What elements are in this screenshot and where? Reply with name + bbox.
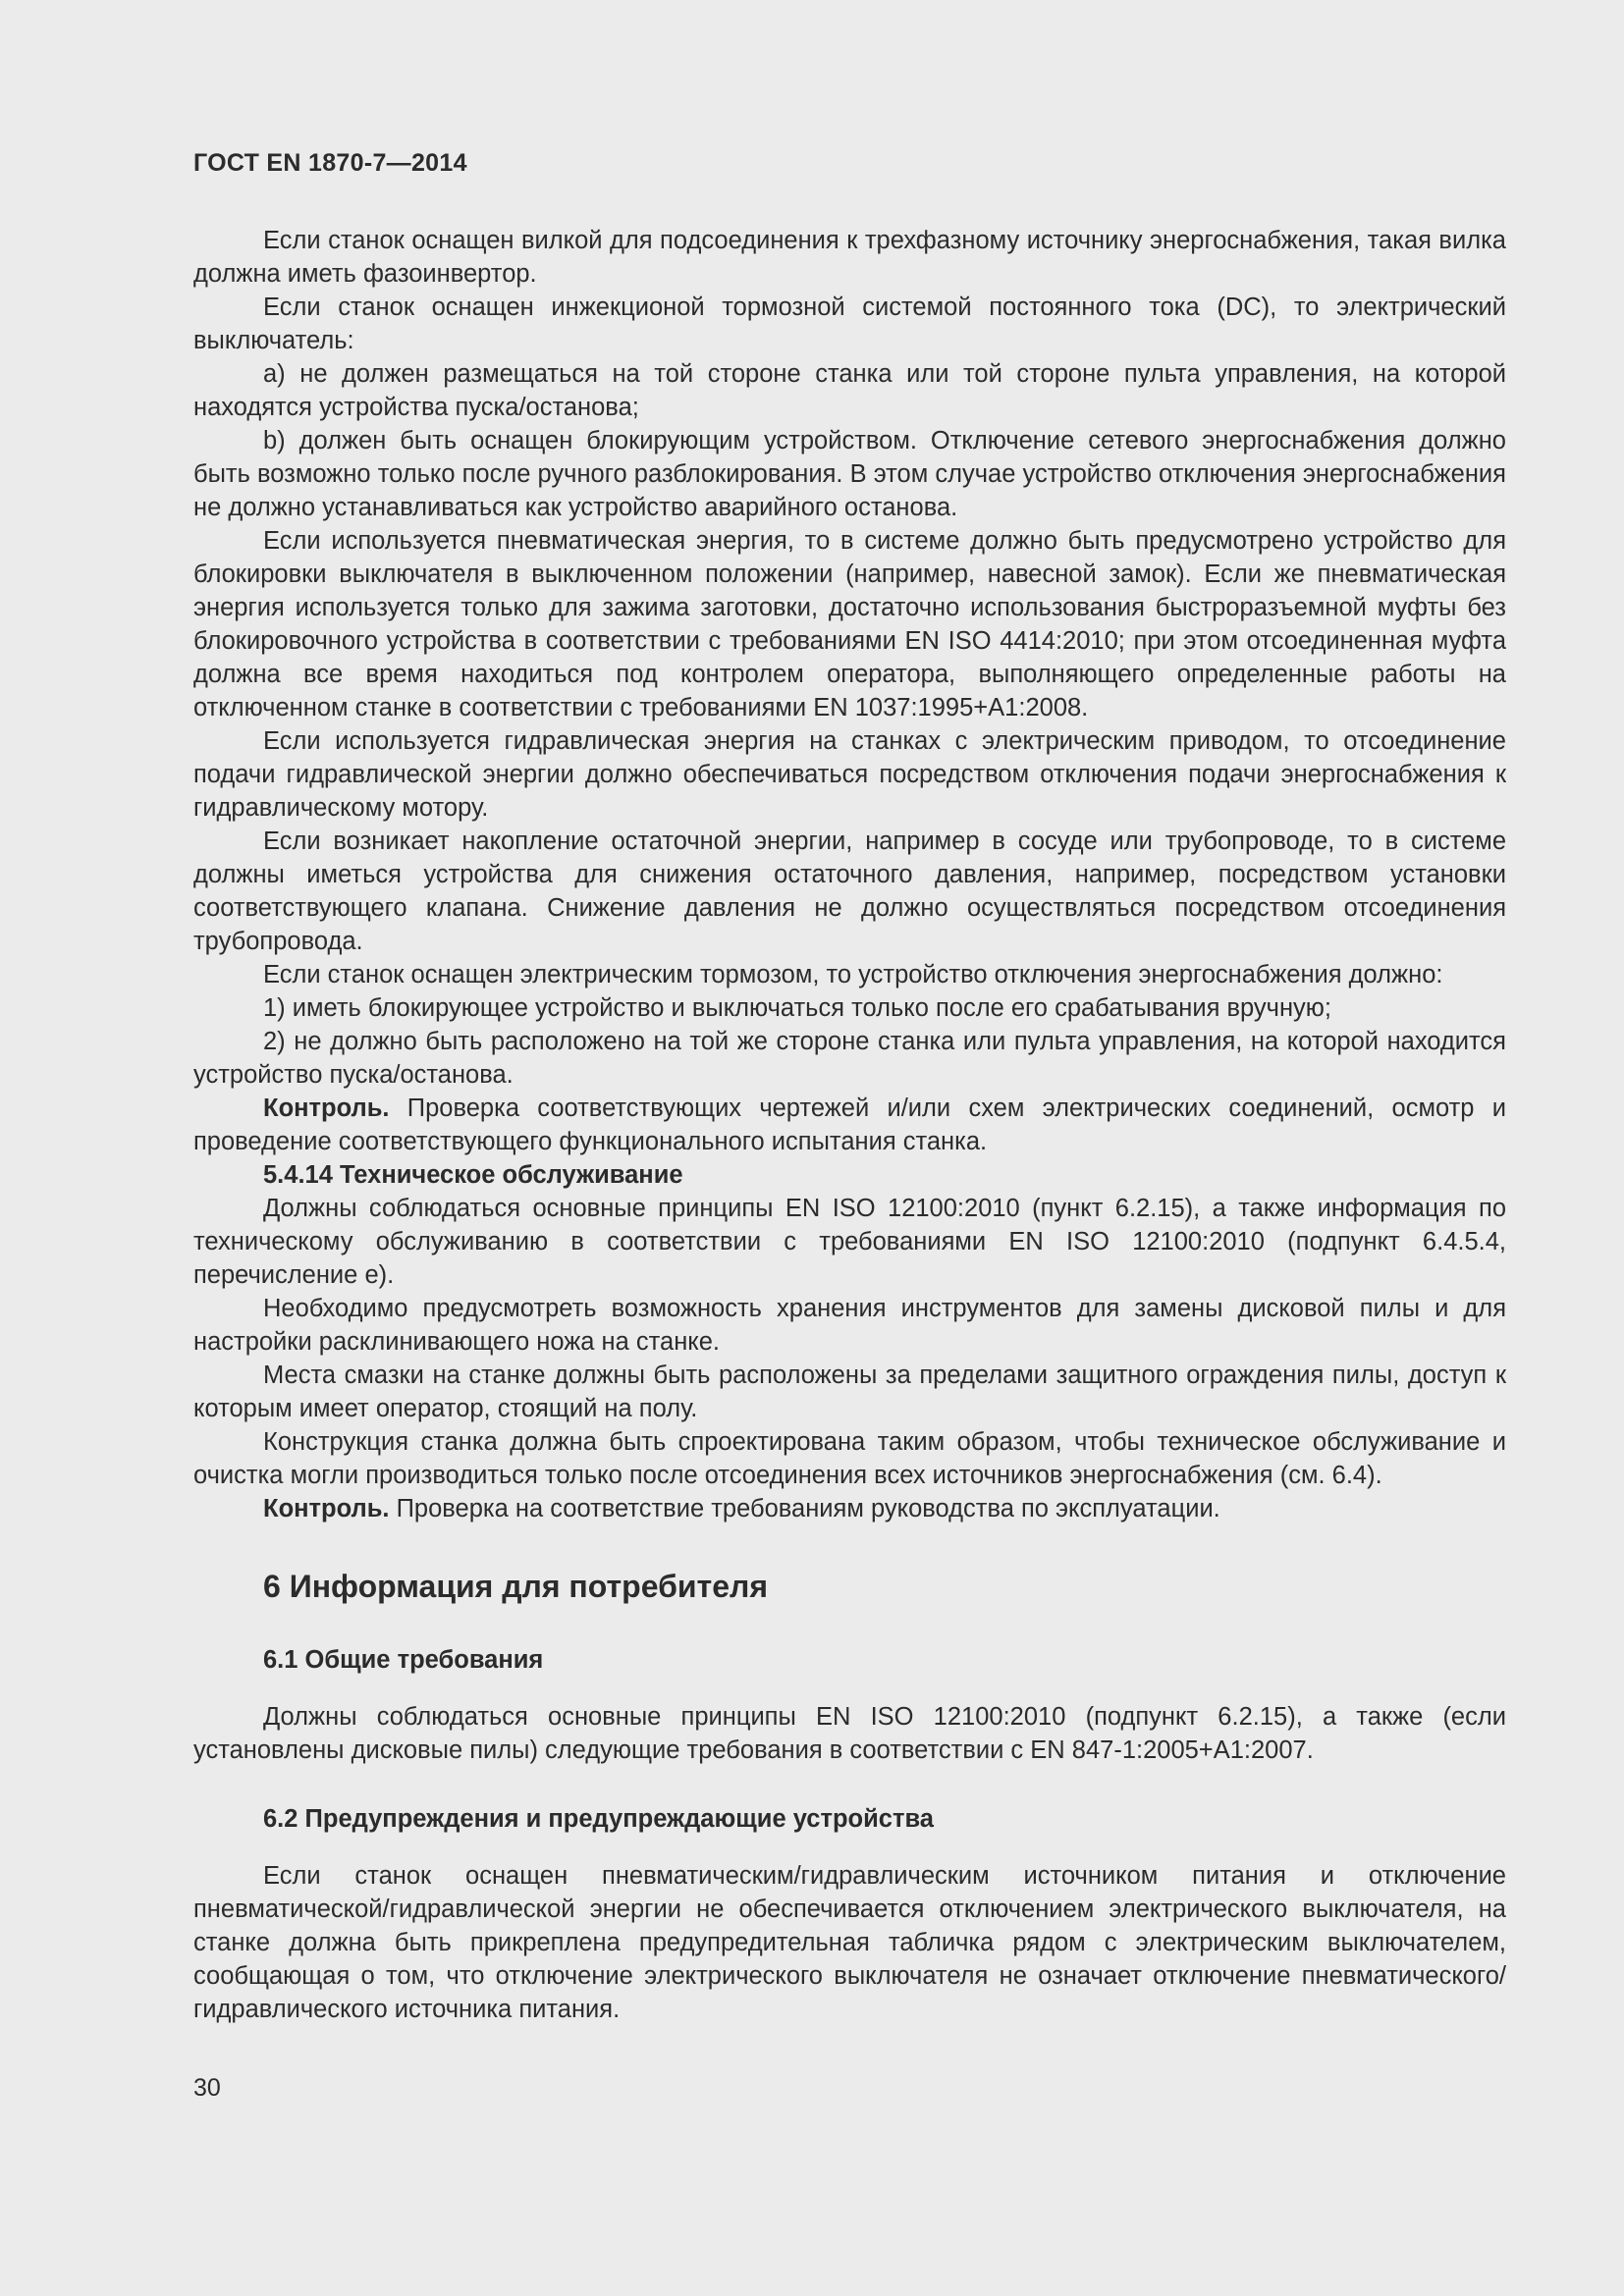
paragraph: Если используется гидравлическая энергия на станках с электрическим приводом, то отсоединение подачи гидравлической энергии должно обеспечиваться посредством отключения подачи энергоснабжения к гидравлическому мотору. <box>193 727 1506 822</box>
control-paragraph <box>193 1492 1506 1525</box>
paragraph: Если станок оснащен вилкой для подсоединения к трехфазному источнику энергоснабжения, такая вилка должна иметь фазоинвертор. <box>193 227 1506 288</box>
list-item: 2) не должно быть расположено на той же стороне станка или пульта управления, на которой находится устройство пуска/останова. <box>193 1028 1506 1089</box>
page-body <box>193 224 1506 2026</box>
control-label: Контроль. <box>263 1495 390 1522</box>
paragraph: Если станок оснащен инжекционой тормозной системой постоянного тока (DC), то электрический выключатель: <box>193 294 1506 354</box>
list-item: b) должен быть оснащен блокирующим устройством. Отключение сетевого энергоснабжения должно быть возможно только после ручного разблокирования. В этом случае устройство отключения энергоснабжения не должно устанавливаться как устройство аварийного останова. <box>193 427 1506 521</box>
paragraph: Если используется пневматическая энергия, то в системе должно быть предусмотрено устройство для блокировки выключателя в выключенном положении (например, навесной замок). Если же пневматическая энергия используется только для зажима заготовки, достаточно использования быстроразъемной муфты без блокировочного устройства в соответствии с требованиями EN ISO 4414:2010; при этом отсоединенная муфта должна все время находиться под контролем оператора, выполняющего определенные работы на отключенном станке в соответствии с требованиями EN 1037:1995+A1:2008. <box>193 527 1506 721</box>
paragraph: Если станок оснащен пневматическим/гидравлическим источником питания и отключение пневматической/гидравлической энергии не обеспечивается отключением электрического выключателя, на станке должна быть прикреплена предупредительная табличка рядом с электрическим выключателем, сообщающая о том, что отключение электрического выключателя не означает отключение пневматического/гидравлического источника питания. <box>193 1862 1506 2023</box>
list-item: а) не должен размещаться на той стороне станка или той стороне пульта управления, на которой находятся устройства пуска/останова; <box>193 360 1506 421</box>
subsection-heading: 6.1 Общие требования <box>263 1646 544 1674</box>
list-item: 1) иметь блокирующее устройство и выключаться только после его срабатывания вручную; <box>263 994 1332 1022</box>
paragraph: Места смазки на станке должны быть расположены за пределами защитного ограждения пилы, доступ к которым имеет оператор, стоящий на полу. <box>193 1362 1506 1422</box>
paragraph: Необходимо предусмотреть возможность хранения инструментов для замены дисковой пилы и для настройки расклинивающего ножа на станке. <box>193 1295 1506 1356</box>
paragraph: Должны соблюдаться основные принципы EN ISO 12100:2010 (подпункт 6.2.15), а также (если установлены дисковые пилы) следующие требования в соответствии с EN 847-1:2005+A1:2007. <box>193 1703 1506 1764</box>
paragraph: Должны соблюдаться основные принципы EN ISO 12100:2010 (пункт 6.2.15), а также информация по техническому обслуживанию в соответствии с требованиями EN ISO 12100:2010 (подпункт 6.4.5.4, перечисление е). <box>193 1195 1506 1289</box>
control-paragraph <box>193 1092 1506 1158</box>
paragraph: Если возникает накопление остаточной энергии, например в сосуде или трубопроводе, то в системе должны иметься устройства для снижения остаточного давления, например, посредством установки соответствующего клапана. Снижение давления не должно осуществляться посредством отсоединения трубопровода. <box>193 828 1506 955</box>
paragraph: Если станок оснащен электрическим тормозом, то устройство отключения энергоснабжения должно: <box>263 961 1443 988</box>
subsection-heading: 5.4.14 Техническое обслуживание <box>263 1161 683 1189</box>
subsection-heading: 6.2 Предупреждения и предупреждающие устройства <box>263 1805 934 1833</box>
page-number: 30 <box>193 2074 221 2102</box>
control-text: Проверка на соответствие требованиям руководства по эксплуатации. <box>389 1495 1220 1522</box>
standard-header: ГОСТ EN 1870-7—2014 <box>193 149 467 177</box>
control-text: Проверка соответствующих чертежей и/или схем электрических соединений, осмотр и проведение соответствующего функционального испытания станка. <box>193 1095 1506 1155</box>
paragraph: Конструкция станка должна быть спроектирована таким образом, чтобы техническое обслуживание и очистка могли производиться только после отсоединения всех источников энергоснабжения (см. 6.4). <box>193 1428 1506 1489</box>
control-label: Контроль. <box>263 1095 390 1122</box>
section-heading: 6 Информация для потребителя <box>263 1569 768 1604</box>
